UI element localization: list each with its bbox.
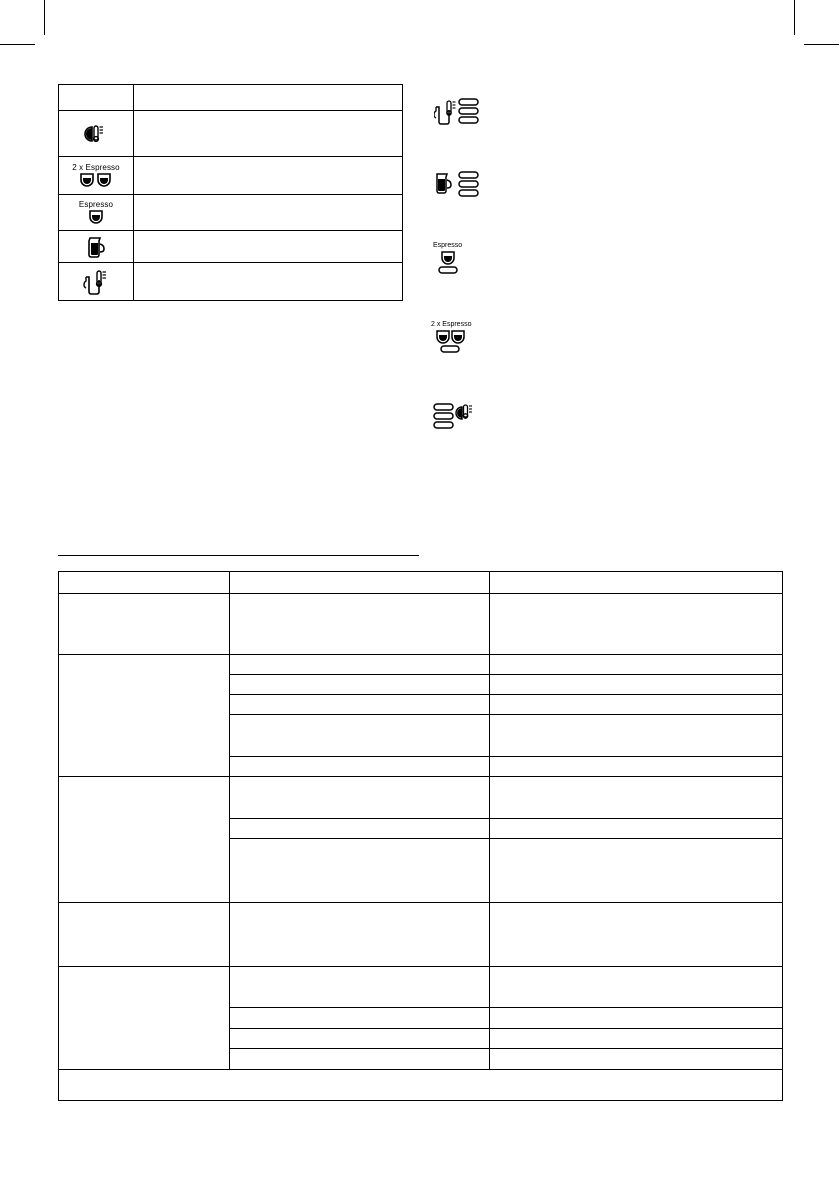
sub-row-divider <box>229 838 782 839</box>
table-row <box>59 195 133 230</box>
milk-jug-temperature-icon <box>83 268 109 296</box>
sub-row-divider <box>229 1007 782 1008</box>
row-divider <box>59 654 782 655</box>
row-divider <box>59 966 782 967</box>
table-row <box>59 111 133 156</box>
section-rule <box>58 555 419 556</box>
crop-mark-top-left-h <box>0 44 35 45</box>
sub-row-divider <box>229 1028 782 1029</box>
column-divider <box>229 572 230 1069</box>
espresso-label: Espresso <box>78 200 114 209</box>
right-icon-3 <box>433 242 462 276</box>
double-espresso-label: 2 x Espresso <box>72 163 120 172</box>
crop-mark-top-right-v <box>794 0 795 35</box>
column-divider <box>489 572 490 1069</box>
milk-jug-icon <box>86 236 106 258</box>
right-icon-2 <box>434 170 480 198</box>
jug-temperature-with-buttons-icon <box>434 97 480 127</box>
table-column-divider <box>133 85 134 300</box>
icon-legend-table <box>58 84 403 301</box>
double-espresso-cups-icon <box>79 172 113 188</box>
right-icon-4 <box>431 321 471 355</box>
sub-row-divider <box>229 674 782 675</box>
row-divider <box>59 902 782 903</box>
espresso-label: Espresso <box>433 242 463 249</box>
sub-row-divider <box>229 694 782 695</box>
espresso-button-icon <box>438 250 458 276</box>
right-icon-5 <box>433 402 477 430</box>
single-espresso-cup-icon <box>88 209 104 225</box>
table-row <box>59 263 133 301</box>
crop-mark-top-left-v <box>44 0 45 35</box>
sub-row-divider <box>229 756 782 757</box>
double-espresso-button-icon <box>434 329 468 355</box>
table-row <box>59 231 133 262</box>
right-icon-1 <box>434 97 480 127</box>
steam-wand-temperature-icon <box>84 123 108 145</box>
crop-mark-top-right-h <box>804 44 839 45</box>
sub-row-divider <box>229 714 782 715</box>
row-divider <box>59 776 782 777</box>
sub-row-divider <box>229 1048 782 1049</box>
double-espresso-label: 2 x Espresso <box>431 321 472 328</box>
row-divider <box>59 593 782 594</box>
jug-with-buttons-icon <box>434 170 480 198</box>
buttons-with-wand-temperature-icon <box>433 402 477 430</box>
troubleshooting-table <box>58 571 783 1101</box>
table-row <box>59 157 133 194</box>
sub-row-divider <box>229 818 782 819</box>
row-divider <box>59 1069 782 1070</box>
